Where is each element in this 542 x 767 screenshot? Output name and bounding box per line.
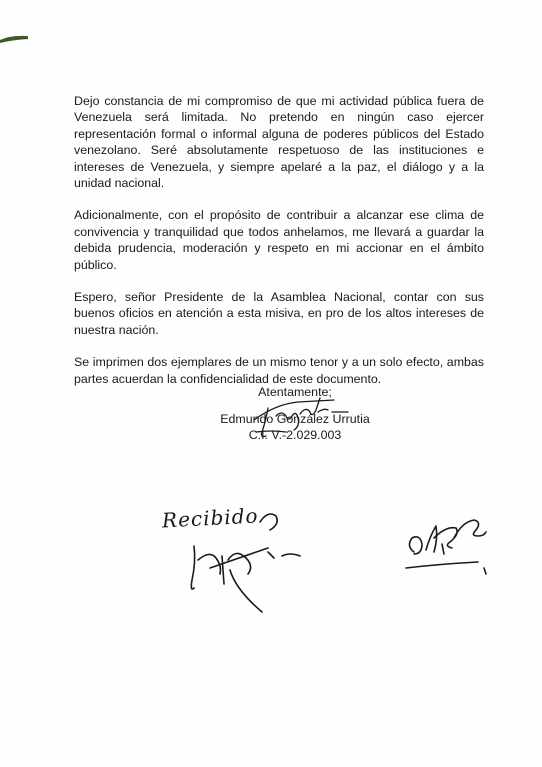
received-note-signature [150,500,320,620]
paragraph-4: Se imprimen dos ejemplares de un mismo tenor y a un solo efecto, ambas partes acuerdan la confidencialidad de este documento. [74,355,484,386]
initials-signature [400,512,500,582]
signature-block [210,384,380,443]
signer-id: C.I. V.-2.029.003 [248,428,342,442]
paragraph-3: Espero, señor Presidente de la Asamblea Nacional, contar con sus buenos oficios en atención a esta misiva, en pro de los altos intereses de nuestra nación. [74,290,484,337]
received-note-text: Recibido [161,503,260,533]
paragraph-1: Dejo constancia de mi compromiso de que mi actividad pública fuera de Venezuela será limitada. No pretendo en ningún caso ejercer representación formal o informal alguna de poderes públicos del Estado venezolano. Seré absolutamente respetuoso de las instituciones e intereses de Venezuela, y siempre apelaré a la paz, el diálogo y a la unidad nacional. [74,94,484,191]
closing-salutation: Atentamente; [258,385,332,399]
paragraph-2: Adicionalmente, con el propósito de contribuir a alcanzar ese clima de convivencia y tranquilidad que todos anhelamos, me llevará a guardar la debida prudencia, moderación y respeto en mi accionar en el ámbito público. [74,208,484,272]
letter-body [74,93,484,403]
scan-corner-mark [0,34,30,44]
signer-name: Edmundo González Urrutia [220,412,370,426]
